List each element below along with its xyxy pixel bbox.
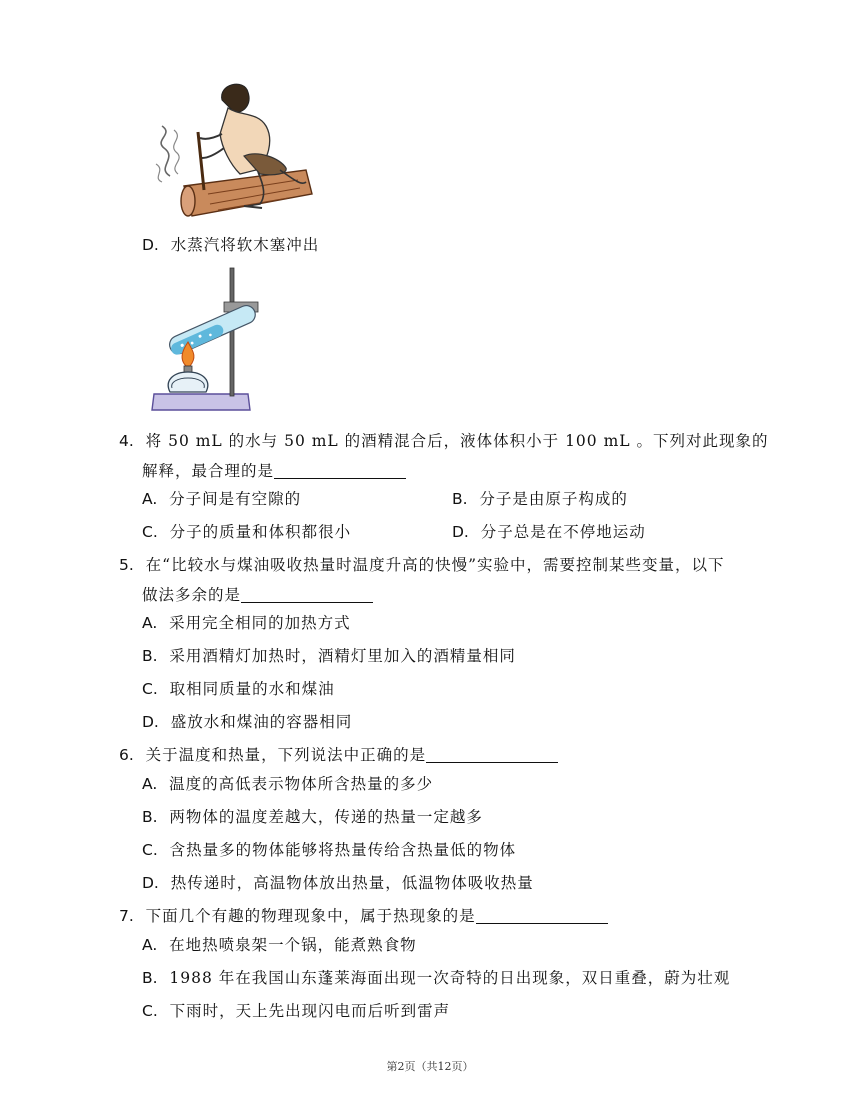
q5-option-a: A. 采用完全相同的加热方式 — [142, 614, 351, 632]
q5-option-b: B. 采用酒精灯加热时，酒精灯里加入的酒精量相同 — [142, 647, 516, 665]
answer-blank[interactable] — [241, 586, 373, 603]
q4-option-c: C. 分子的质量和体积都很小 — [142, 523, 352, 541]
test-tube-heating-illustration — [150, 262, 270, 414]
q6-option-a: A. 温度的高低表示物体所含热量的多少 — [142, 775, 434, 793]
q5-option-d: D. 盛放水和煤油的容器相同 — [142, 713, 353, 731]
question-7-line-1: 7. 下面几个有趣的物理现象中，属于热现象的是 — [119, 905, 608, 927]
question-6-line-1: 6. 关于温度和热量，下列说法中正确的是 — [119, 744, 558, 766]
q7-option-b: B. 1988 年在我国山东蓬莱海面出现一次奇特的日出现象，双日重叠，蔚为壮观 — [142, 969, 731, 987]
q4-option-a: A. 分子间是有空隙的 — [142, 490, 302, 508]
q7-option-a: A. 在地热喷泉架一个锅，能煮熟食物 — [142, 936, 417, 954]
q6-option-c: C. 含热量多的物体能够将热量传给含热量低的物体 — [142, 841, 517, 859]
page-footer: 第2页（共12页） — [386, 1060, 474, 1073]
drilling-wood-fire-illustration — [148, 78, 320, 226]
answer-blank[interactable] — [426, 746, 558, 763]
q6-option-d: D. 热传递时，高温物体放出热量，低温物体吸收热量 — [142, 874, 534, 892]
q4-option-b: B. 分子是由原子构成的 — [452, 490, 628, 508]
answer-blank[interactable] — [274, 462, 406, 479]
answer-blank[interactable] — [476, 907, 608, 924]
question-5-line-1: 5. 在“比较水与煤油吸收热量时温度升高的快慢”实验中，需要控制某些变量，以下 — [119, 556, 725, 574]
question-5-line-2: 做法多余的是 — [142, 584, 373, 606]
q4-option-d: D. 分子总是在不停地运动 — [452, 523, 646, 541]
question-4-line-2: 解释，最合理的是 — [142, 460, 406, 482]
q5-option-c: C. 取相同质量的水和煤油 — [142, 680, 335, 698]
question-4-line-1: 4. 将 50 mL 的水与 50 mL 的酒精混合后，液体体积小于 100 mL 。下列对此现象的 — [119, 432, 769, 450]
q6-option-b: B. 两物体的温度差越大，传递的热量一定越多 — [142, 808, 483, 826]
q7-option-c: C. 下雨时，天上先出现闪电而后听到雷声 — [142, 1002, 451, 1020]
option-line: D. 水蒸汽将软木塞冲出 — [142, 236, 320, 254]
